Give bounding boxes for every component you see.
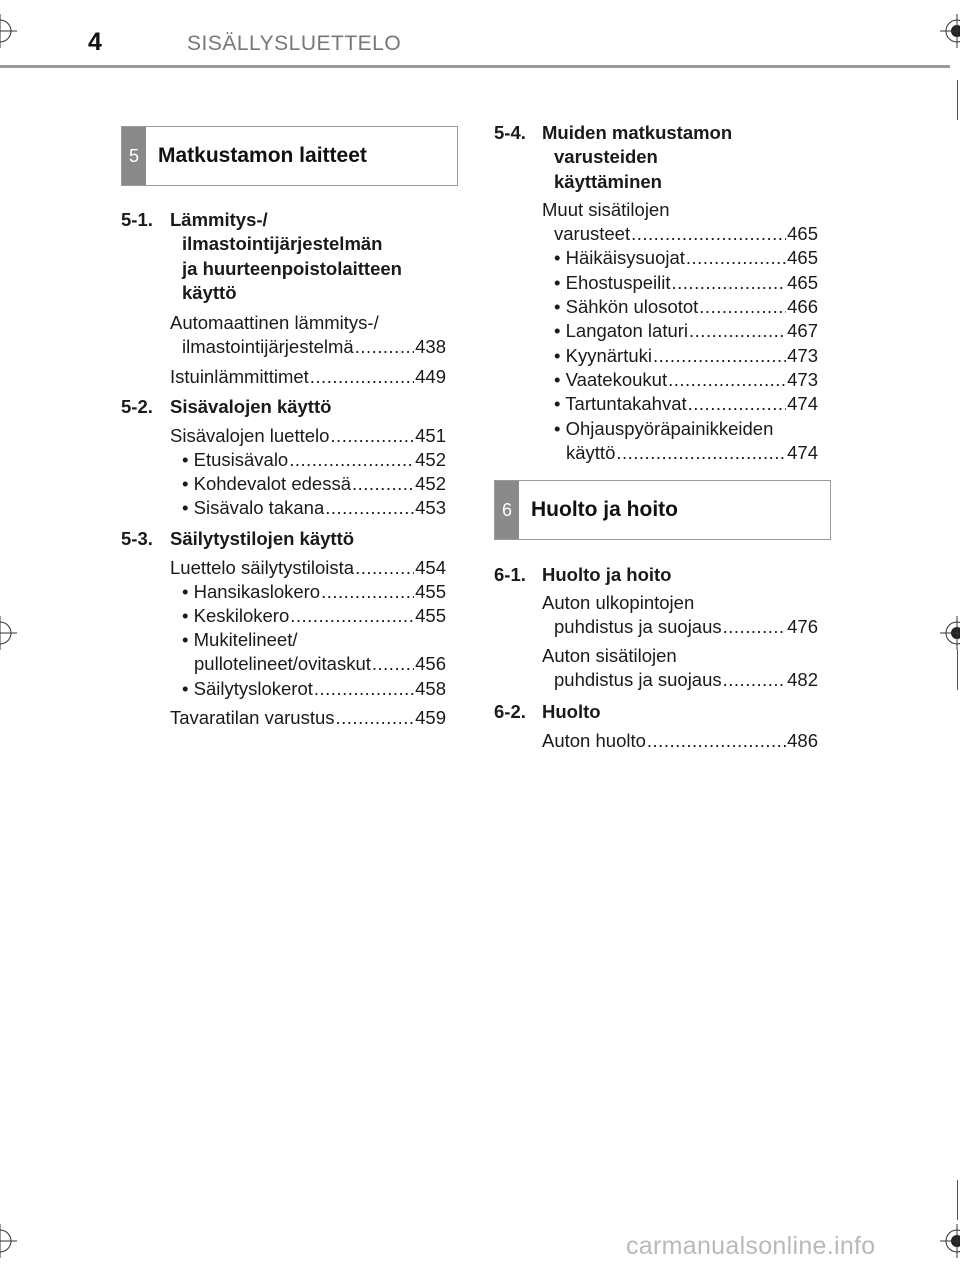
- subsection-5-2-title[interactable]: Sisävalojen käyttö: [170, 396, 332, 417]
- leader-dots: [647, 729, 786, 753]
- subsection-5-4-title-line-3[interactable]: käyttäminen: [554, 171, 662, 192]
- registration-mark-mid-right: [940, 616, 960, 650]
- toc-entry[interactable]: [554, 271, 818, 295]
- toc-entry-page: 465: [787, 247, 818, 268]
- subsection-5-1-title-line-3[interactable]: ja huurteenpoistolaitteen: [182, 258, 402, 279]
- toc-entry-label: • Tartuntakahvat: [554, 393, 687, 414]
- header-rule: [0, 65, 950, 68]
- section-6-heading[interactable]: [494, 480, 831, 540]
- subsection-5-3-title[interactable]: Säilytystilojen käyttö: [170, 528, 355, 549]
- toc-entry-page: 453: [415, 497, 446, 518]
- toc-entry-page: 455: [415, 605, 446, 626]
- toc-entry-page: 459: [415, 707, 446, 728]
- toc-entry-label: • Langaton laturi: [554, 320, 689, 341]
- toc-entry-page: 467: [787, 320, 818, 341]
- toc-entry[interactable]: [566, 441, 818, 465]
- toc-entry[interactable]: [554, 319, 818, 343]
- page-title: SISÄLLYSLUETTELO: [187, 32, 402, 55]
- subsection-5-4-title-line-2[interactable]: varusteiden: [554, 146, 658, 167]
- leader-dots: [330, 424, 414, 448]
- toc-entry[interactable]: [554, 344, 818, 368]
- leader-dots: [355, 335, 414, 359]
- toc-entry[interactable]: [182, 496, 446, 520]
- toc-entry-page: 438: [415, 336, 446, 357]
- section-5-tab: 5: [122, 127, 146, 185]
- toc-entry[interactable]: [170, 556, 446, 580]
- toc-entry-page: 465: [787, 223, 818, 244]
- leader-dots: [310, 365, 414, 389]
- subsection-6-2-number: 6-2.: [494, 701, 526, 722]
- toc-entry[interactable]: [554, 668, 818, 692]
- section-5-title: Matkustamon laitteet: [158, 144, 367, 167]
- toc-entry[interactable]: [554, 295, 818, 319]
- leader-dots: [723, 668, 786, 692]
- toc-entry-page: 486: [787, 730, 818, 751]
- toc-entry-page: 456: [415, 653, 446, 674]
- crop-mark-right-top: [957, 80, 958, 120]
- leader-dots: [723, 615, 786, 639]
- toc-entry[interactable]: [554, 246, 818, 270]
- toc-entry-page: 473: [787, 369, 818, 390]
- subsection-5-1-title-line-2[interactable]: ilmastointijärjestelmän: [182, 233, 383, 254]
- toc-entry-label: • Ehostuspeilit: [554, 272, 671, 293]
- toc-entry-label: pullotelineet/ovitaskut: [194, 653, 371, 674]
- subsection-5-2-number: 5-2.: [121, 396, 153, 417]
- leader-dots: [688, 392, 786, 416]
- leader-dots: [336, 706, 415, 730]
- toc-entry[interactable]: [554, 392, 818, 416]
- toc-entry-first-line[interactable]: Automaattinen lämmitys-/: [170, 312, 379, 333]
- toc-entry-label: Istuinlämmittimet: [170, 366, 309, 387]
- leader-dots: [653, 344, 786, 368]
- toc-entry[interactable]: [554, 222, 818, 246]
- toc-entry-page: 482: [787, 669, 818, 690]
- toc-entry-label: • Sisävalo takana: [182, 497, 325, 518]
- registration-mark-bottom-left: [0, 1224, 17, 1258]
- toc-entry[interactable]: [542, 729, 818, 753]
- subsection-6-1-number: 6-1.: [494, 564, 526, 585]
- toc-entry-label: puhdistus ja suojaus: [554, 669, 722, 690]
- toc-entry-page: 454: [415, 557, 446, 578]
- subsection-6-1-title[interactable]: Huolto ja hoito: [542, 564, 672, 585]
- toc-entry-label: Sisävalojen luettelo: [170, 425, 330, 446]
- toc-entry-page: 474: [787, 442, 818, 463]
- toc-entry-page: 473: [787, 345, 818, 366]
- toc-entry-label: Auton huolto: [542, 730, 646, 751]
- subsection-5-4-number: 5-4.: [494, 122, 526, 143]
- leader-dots: [631, 222, 786, 246]
- section-5-heading[interactable]: [121, 126, 458, 186]
- toc-entry-first-line[interactable]: Auton ulkopintojen: [542, 592, 695, 613]
- subsection-5-1-title-line-1[interactable]: Lämmitys-/: [170, 209, 268, 230]
- toc-entry-label: puhdistus ja suojaus: [554, 616, 722, 637]
- toc-entry[interactable]: [182, 448, 446, 472]
- toc-entry-label: • Häikäisysuojat: [554, 247, 685, 268]
- toc-entry-page: 451: [415, 425, 446, 446]
- toc-entry[interactable]: [170, 424, 446, 448]
- crop-mark-right-mid: [957, 650, 958, 690]
- toc-entry-first-line[interactable]: • Ohjauspyöräpainikkeiden: [554, 418, 774, 439]
- subsection-5-3-number: 5-3.: [121, 528, 153, 549]
- subsection-6-2-title[interactable]: Huolto: [542, 701, 601, 722]
- leader-dots: [321, 580, 414, 604]
- toc-entry[interactable]: [182, 335, 446, 359]
- page-header: [0, 0, 960, 70]
- crop-mark-right-bottom: [957, 1180, 958, 1220]
- toc-entry-label: • Kyynärtuki: [554, 345, 652, 366]
- leader-dots: [355, 556, 414, 580]
- toc-entry-label: • Säilytyslokerot: [182, 678, 313, 699]
- toc-entry-label: käyttö: [566, 442, 616, 463]
- toc-entry-first-line[interactable]: Auton sisätilojen: [542, 645, 677, 666]
- toc-entry-page: 455: [415, 581, 446, 602]
- leader-dots: [616, 441, 786, 465]
- toc-entry-label: • Hansikaslokero: [182, 581, 321, 602]
- leader-dots: [314, 677, 414, 701]
- toc-entry-label: ilmastointijärjestelmä: [182, 336, 354, 357]
- toc-entry-first-line[interactable]: • Mukitelineet/: [182, 629, 298, 650]
- toc-entry-label: varusteet: [554, 223, 631, 244]
- toc-entry-label: • Sähkön ulosotot: [554, 296, 699, 317]
- watermark: carmanualsonline.info: [626, 1232, 876, 1260]
- leader-dots: [325, 496, 414, 520]
- leader-dots: [689, 319, 786, 343]
- toc-entry-page: 452: [415, 473, 446, 494]
- toc-entry[interactable]: [182, 604, 446, 628]
- toc-entry-page: 474: [787, 393, 818, 414]
- toc-entry-label: Luettelo säilytystiloista: [170, 557, 355, 578]
- toc-entry-page: 465: [787, 272, 818, 293]
- toc-entry-label: Tavaratilan varustus: [170, 707, 335, 728]
- section-6-title: Huolto ja hoito: [531, 498, 678, 521]
- toc-entry-page: 476: [787, 616, 818, 637]
- leader-dots: [672, 271, 787, 295]
- page-number: 4: [88, 28, 102, 56]
- toc-entry[interactable]: [182, 677, 446, 701]
- subsection-5-1-number: 5-1.: [121, 209, 153, 230]
- toc-entry-label: • Keskilokero: [182, 605, 290, 626]
- leader-dots: [686, 246, 786, 270]
- toc-entry-label: • Kohdevalot edessä: [182, 473, 351, 494]
- toc-entry-first-line[interactable]: Muut sisätilojen: [542, 199, 670, 220]
- toc-entry[interactable]: [182, 472, 446, 496]
- toc-entry-page: 466: [787, 296, 818, 317]
- leader-dots: [699, 295, 786, 319]
- section-6-tab: 6: [495, 481, 519, 539]
- leader-dots: [372, 652, 414, 676]
- toc-entry-label: • Vaatekoukut: [554, 369, 668, 390]
- leader-dots: [352, 472, 414, 496]
- toc-entry[interactable]: [182, 580, 446, 604]
- toc-entry-page: 452: [415, 449, 446, 470]
- registration-mark-bottom-right: [940, 1224, 960, 1258]
- toc-entry[interactable]: [170, 365, 446, 389]
- subsection-5-4-title-line-1[interactable]: Muiden matkustamon: [542, 122, 733, 143]
- leader-dots: [290, 604, 414, 628]
- subsection-5-1-title-line-4[interactable]: käyttö: [182, 282, 237, 303]
- toc-entry-page: 458: [415, 678, 446, 699]
- toc-entry-page: 449: [415, 366, 446, 387]
- toc-entry[interactable]: [554, 368, 818, 392]
- toc-entry[interactable]: [554, 615, 818, 639]
- toc-entry[interactable]: [170, 706, 446, 730]
- registration-mark-mid-left: [0, 616, 17, 650]
- toc-entry[interactable]: [194, 652, 446, 676]
- leader-dots: [289, 448, 414, 472]
- toc-entry-label: • Etusisävalo: [182, 449, 289, 470]
- leader-dots: [668, 368, 786, 392]
